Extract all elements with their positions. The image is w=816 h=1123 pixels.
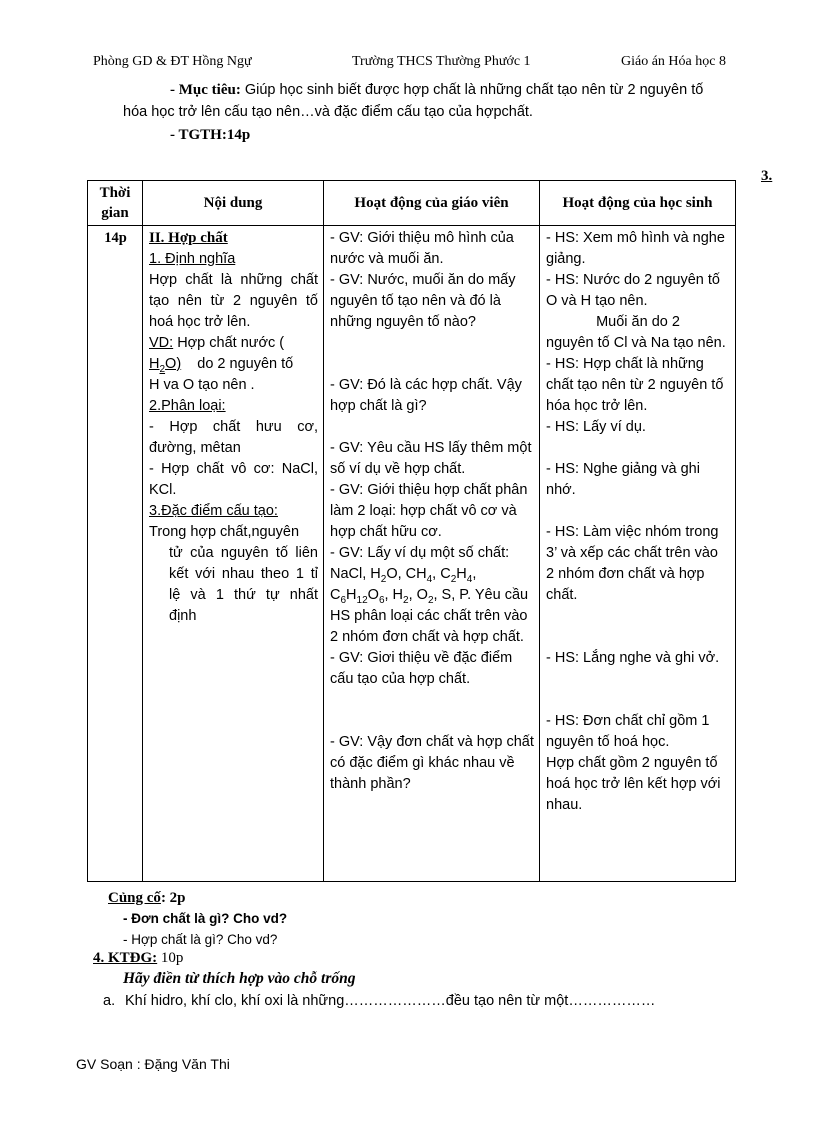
assessment-item-marker: a. <box>103 993 116 1009</box>
definition-text: Hợp chất là những chất tạo nên từ 2 nguyên tố hoá học trở lên. <box>149 272 318 330</box>
table-row <box>88 226 736 882</box>
review-heading: Củng cố: 2p <box>108 890 186 906</box>
student-activity: - HS: Làm việc nhóm trong 3’ và xếp các chất trên vào 2 nhóm đơn chất và hợp chất. <box>546 524 719 603</box>
teacher-activity: - GV: Yêu cầu HS lấy thêm một số ví dụ về hợp chất. <box>330 440 532 477</box>
definition-title: 1. Định nghĩa <box>149 251 236 267</box>
classification-inorganic: - Hợp chất vô cơ: NaCl, KCl. <box>149 461 318 498</box>
col-header-content: Nội dung <box>143 181 324 226</box>
student-activity: - HS: Nước do 2 nguyên tố O và H tạo nên. <box>546 272 720 309</box>
header-school-office: Phòng GD & ĐT Hồng Ngự <box>93 54 252 69</box>
student-activity: - HS: Lấy ví dụ. <box>546 419 646 435</box>
objective-text-1: Giúp học sinh biết được hợp chất là những chất tạo nên từ 2 nguyên tố <box>240 82 704 98</box>
example-text: VD: Hợp chất nước ( <box>149 335 285 351</box>
student-activity: Muối ăn do 2 <box>596 314 680 330</box>
section-number: 3. <box>761 168 773 184</box>
teacher-activity: - GV: Giới thiệu mô hình của nước và muối ăn. <box>330 230 514 267</box>
student-activity: Hợp chất gồm 2 nguyên tố hoá học trở lên kết hợp với nhau. <box>546 755 721 813</box>
header-subject: Giáo án Hóa học 8 <box>621 54 726 69</box>
cell-teacher <box>324 226 540 882</box>
objective-line-1 <box>170 82 703 99</box>
col-header-teacher: Hoạt động của giáo viên <box>324 181 540 226</box>
teacher-activity: - GV: Giới thiệu hợp chất phân làm 2 loại: hợp chất vô cơ và hợp chất hữu cơ. <box>330 482 528 540</box>
student-activity: - HS: Nghe giảng và ghi nhớ. <box>546 461 700 498</box>
student-activity: - HS: Đơn chất chỉ gồm 1 nguyên tố hoá học. <box>546 713 710 750</box>
assessment-heading: 4. KTĐG: 10p <box>93 950 184 966</box>
lesson-table <box>87 180 736 882</box>
student-activity: - HS: Hợp chất là những chất tạo nên từ 2 nguyên tố hóa học trở lên. <box>546 356 724 414</box>
objective-text-2: hóa học trở lên cấu tạo nên…và đặc điểm cấu tạo của hợpchất. <box>123 104 533 120</box>
assessment-item-a: Khí hidro, khí clo, khí oxi là những…………………đều tạo nên từ một……………… <box>125 993 656 1009</box>
teacher-activity: - GV: Giơi thiệu về đặc điểm cấu tạo của hợp chất. <box>330 650 513 687</box>
content-title: II. Hợp chất <box>149 230 228 246</box>
col-header-time: Thời gian <box>88 181 143 226</box>
table-header-row <box>88 181 736 226</box>
student-activity: nguyên tố Cl và Na tạo nên. <box>546 335 726 351</box>
structure-text-2: tử của nguyên tố liên kết với nhau theo 1 tỉ lệ và 1 thứ tự nhất định <box>169 545 318 624</box>
cell-time: 14p <box>88 226 143 882</box>
teacher-activity: - GV: Lấy ví dụ một số chất: NaCl, $H_2O$, $CH_4$, $C_2H_4$, $C_6H_{12}O_6$, $H_2$, $O_2$, S, P. Yêu cầu HS phân loại các chất trên vào 2 nhóm đơn chất và hợp chất. <box>330 545 529 645</box>
student-activity: - HS: Lắng nghe và ghi vở. <box>546 650 720 666</box>
objective-label: - Mục tiêu: <box>170 82 241 98</box>
example-formula: $H_2O$) do 2 nguyên tố <box>149 356 294 375</box>
col-header-student: Hoạt động của học sinh <box>540 181 736 226</box>
header-school-name: Trường THCS Thường Phước 1 <box>352 54 531 69</box>
teacher-activity: - GV: Đó là các hợp chất. Vậy hợp chất là gì? <box>330 377 522 414</box>
review-question-1: - Đơn chất là gì? Cho vd? <box>123 911 288 926</box>
review-question-2: - Hợp chất là gì? Cho vd? <box>123 932 278 947</box>
cell-student <box>540 226 736 882</box>
classification-organic: - Hợp chất hưu cơ, đường, mêtan <box>149 419 318 456</box>
assessment-instruction: Hãy điền từ thích hợp vào chỗ trống <box>123 970 356 987</box>
structure-title: 3.Đặc điểm cấu tạo: <box>149 503 278 519</box>
student-activity: - HS: Xem mô hình và nghe giảng. <box>546 230 725 267</box>
example-end: H va O tạo nên . <box>149 377 255 393</box>
teaching-time: - TGTH:14p <box>170 127 251 143</box>
footer-author: GV Soạn : Đặng Văn Thi <box>76 1056 230 1072</box>
classification-title: 2.Phân loại: <box>149 398 226 414</box>
teacher-activity: - GV: Vậy đơn chất và hợp chất có đặc điểm gì khác nhau về thành phần? <box>330 734 534 792</box>
structure-text-1: Trong hợp chất,nguyên <box>149 524 300 540</box>
cell-content <box>143 226 324 882</box>
teacher-activity: - GV: Nước, muối ăn do mấy nguyên tố tạo nên và đó là những nguyên tố nào? <box>330 272 516 330</box>
